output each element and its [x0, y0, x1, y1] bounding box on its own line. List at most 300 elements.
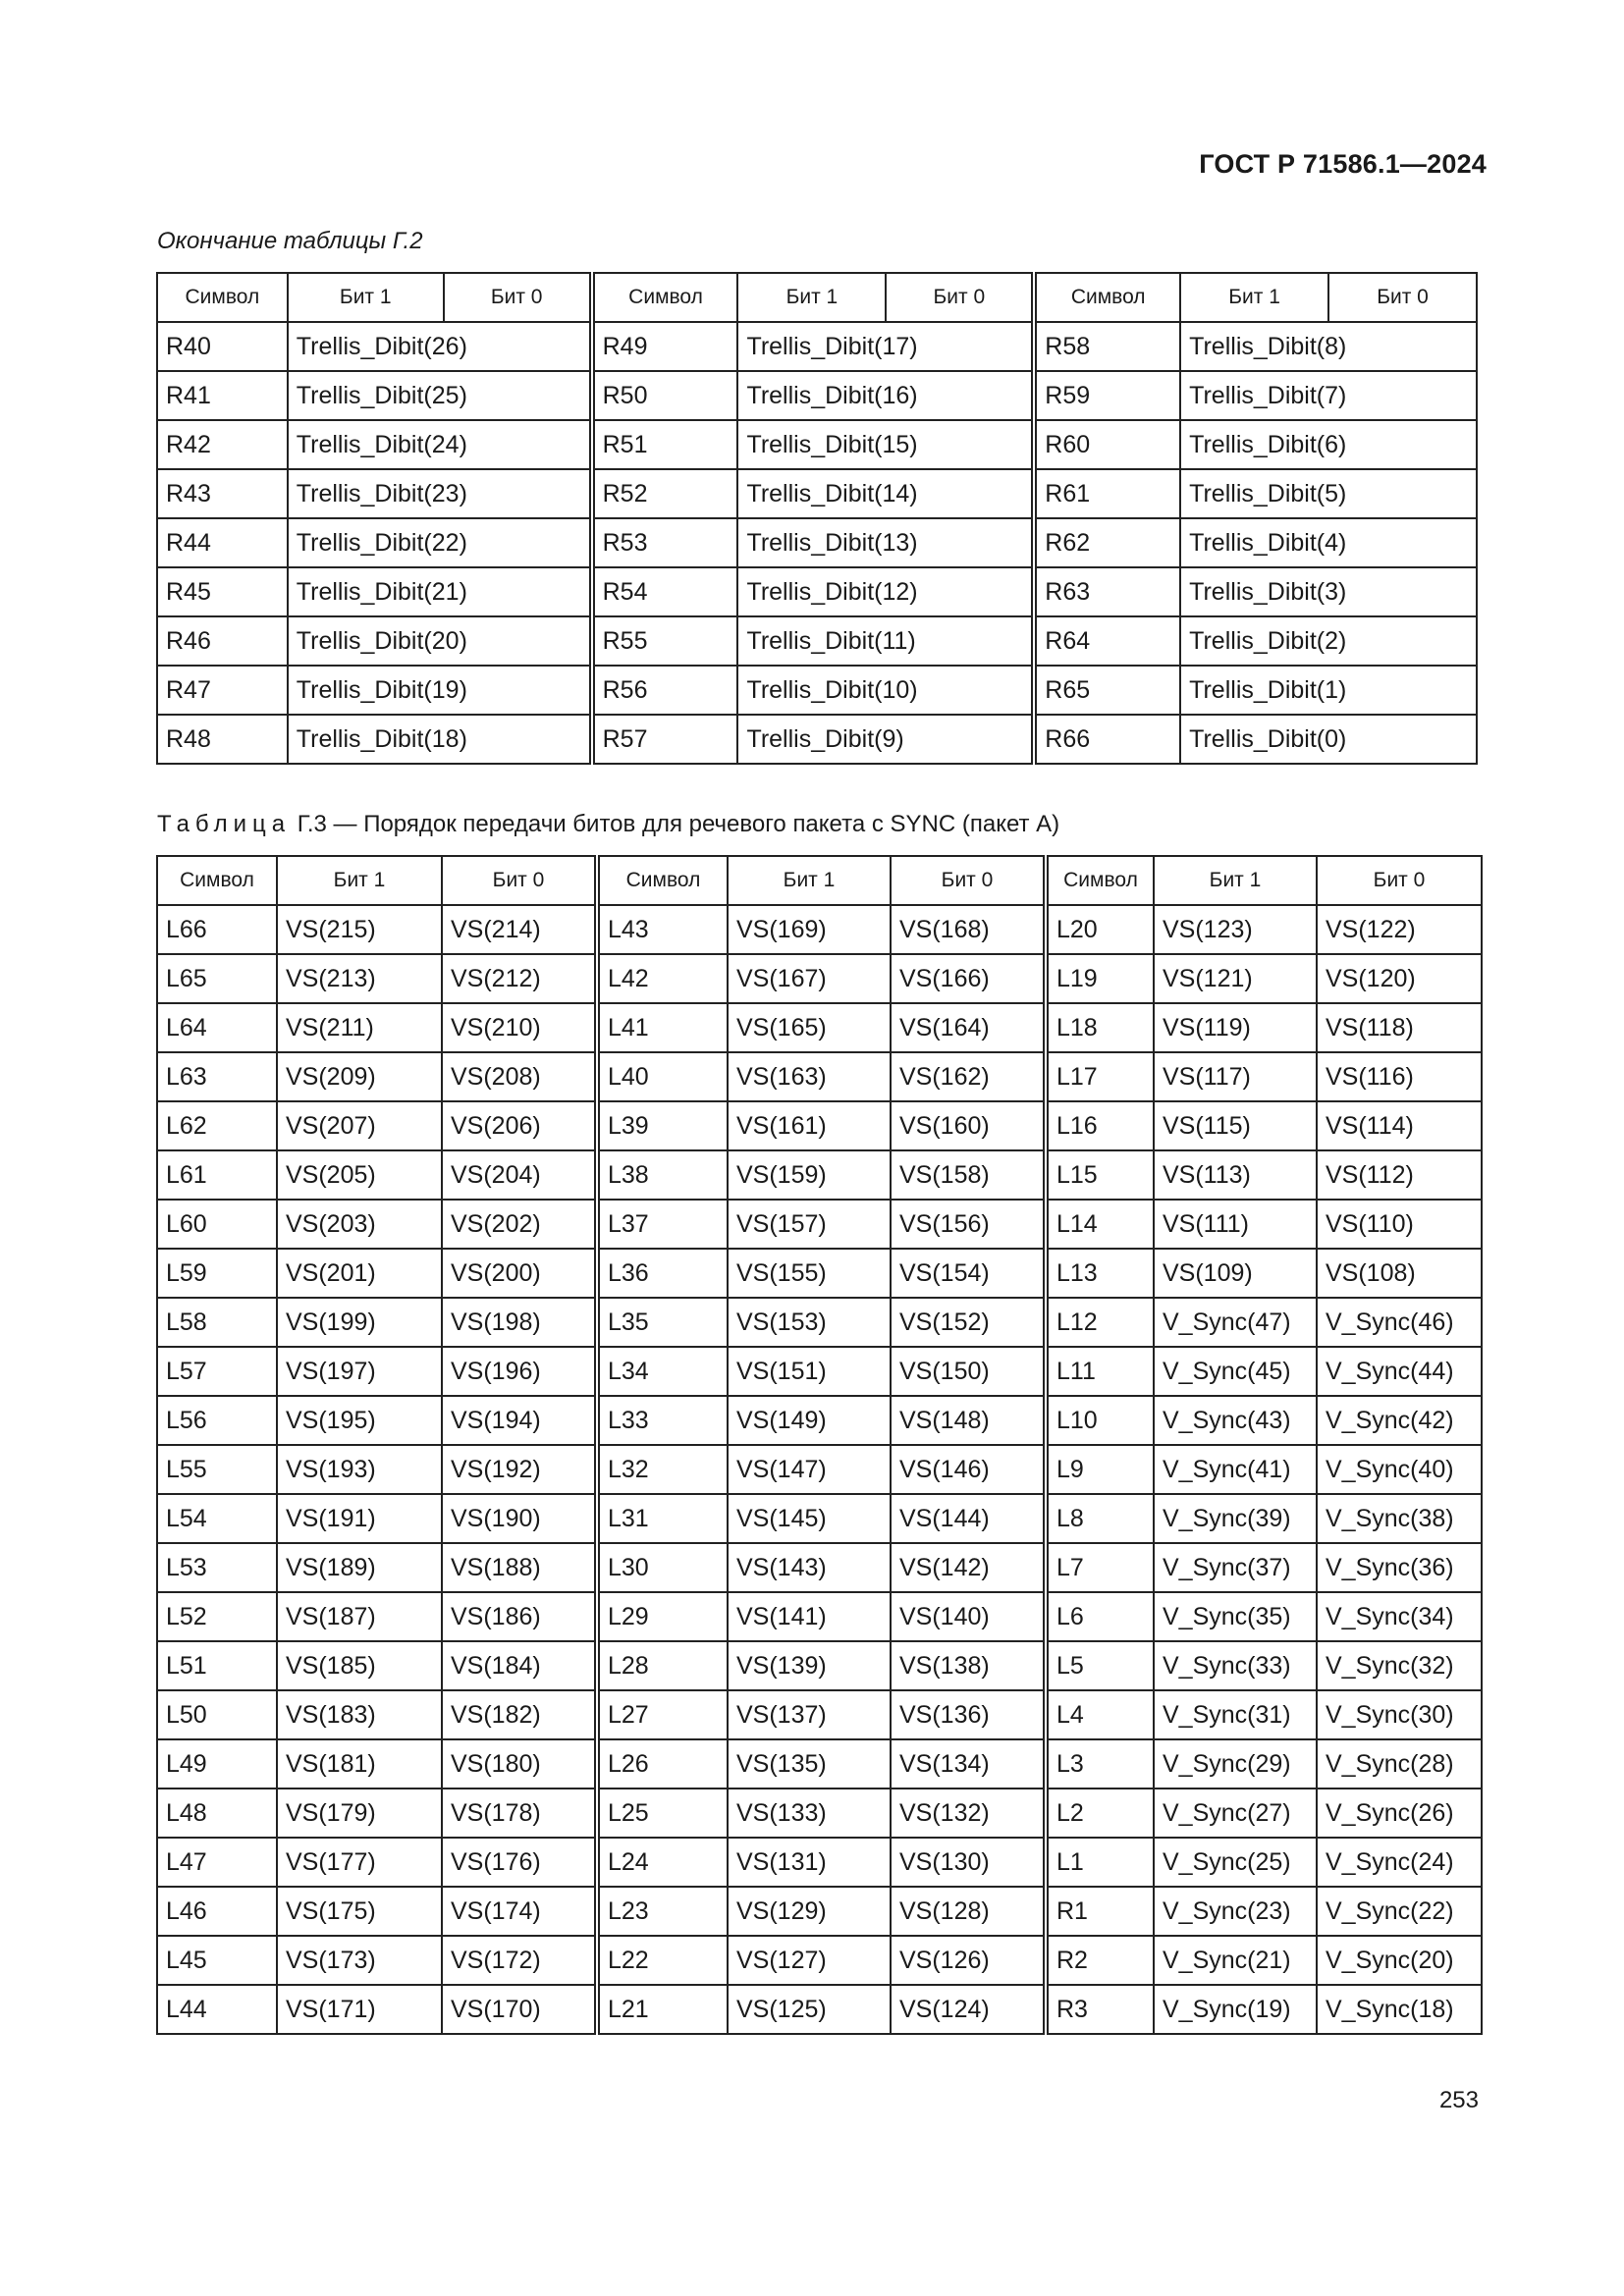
symbol-cell: L15	[1046, 1150, 1154, 1200]
bit0-cell: VS(114)	[1317, 1101, 1482, 1150]
bit0-cell: V_Sync(22)	[1317, 1887, 1482, 1936]
bit1-cell: V_Sync(29)	[1154, 1739, 1317, 1789]
trellis-dibit-cell: Trellis_Dibit(19)	[288, 666, 592, 715]
symbol-cell: L29	[597, 1592, 728, 1641]
bit0-cell: VS(126)	[891, 1936, 1046, 1985]
table-row	[157, 1396, 1482, 1445]
column-header: Бит 1	[277, 856, 442, 905]
symbol-cell: L38	[597, 1150, 728, 1200]
symbol-cell: R62	[1034, 518, 1180, 567]
table-row	[157, 1445, 1482, 1494]
column-header: Символ	[1046, 856, 1154, 905]
trellis-dibit-cell: Trellis_Dibit(24)	[288, 420, 592, 469]
table-row	[157, 1641, 1482, 1690]
symbol-cell: R56	[592, 666, 738, 715]
table-row	[157, 1838, 1482, 1887]
symbol-cell: L6	[1046, 1592, 1154, 1641]
bit1-cell: VS(191)	[277, 1494, 442, 1543]
bit1-cell: VS(125)	[728, 1985, 891, 2034]
bit0-cell: VS(200)	[442, 1249, 597, 1298]
bit1-cell: VS(211)	[277, 1003, 442, 1052]
bit0-cell: VS(214)	[442, 905, 597, 954]
bit1-cell: VS(137)	[728, 1690, 891, 1739]
symbol-cell: L58	[157, 1298, 277, 1347]
trellis-dibit-cell: Trellis_Dibit(11)	[737, 616, 1034, 666]
symbol-cell: R55	[592, 616, 738, 666]
bit1-cell: V_Sync(31)	[1154, 1690, 1317, 1739]
bit0-cell: V_Sync(26)	[1317, 1789, 1482, 1838]
bit1-cell: VS(123)	[1154, 905, 1317, 954]
symbol-cell: L36	[597, 1249, 728, 1298]
bit1-cell: VS(179)	[277, 1789, 442, 1838]
symbol-cell: L63	[157, 1052, 277, 1101]
symbol-cell: L65	[157, 954, 277, 1003]
bit0-cell: VS(206)	[442, 1101, 597, 1150]
bit1-cell: VS(147)	[728, 1445, 891, 1494]
bit0-cell: VS(154)	[891, 1249, 1046, 1298]
bit1-cell: VS(135)	[728, 1739, 891, 1789]
trellis-dibit-cell: Trellis_Dibit(7)	[1180, 371, 1477, 420]
column-header: Символ	[597, 856, 728, 905]
symbol-cell: R48	[157, 715, 288, 764]
bit0-cell: VS(128)	[891, 1887, 1046, 1936]
symbol-cell: R64	[1034, 616, 1180, 666]
table-row	[157, 420, 1477, 469]
bit1-cell: VS(145)	[728, 1494, 891, 1543]
table-g2	[156, 272, 1478, 765]
symbol-cell: L10	[1046, 1396, 1154, 1445]
bit0-cell: VS(130)	[891, 1838, 1046, 1887]
column-header: Бит 0	[891, 856, 1046, 905]
trellis-dibit-cell: Trellis_Dibit(2)	[1180, 616, 1477, 666]
bit0-cell: VS(212)	[442, 954, 597, 1003]
bit1-cell: VS(203)	[277, 1200, 442, 1249]
symbol-cell: L32	[597, 1445, 728, 1494]
symbol-cell: L3	[1046, 1739, 1154, 1789]
bit0-cell: VS(134)	[891, 1739, 1046, 1789]
bit1-cell: VS(163)	[728, 1052, 891, 1101]
bit0-cell: VS(210)	[442, 1003, 597, 1052]
bit1-cell: V_Sync(37)	[1154, 1543, 1317, 1592]
bit1-cell: VS(181)	[277, 1739, 442, 1789]
symbol-cell: L45	[157, 1936, 277, 1985]
bit1-cell: VS(159)	[728, 1150, 891, 1200]
bit1-cell: VS(185)	[277, 1641, 442, 1690]
bit0-cell: VS(110)	[1317, 1200, 1482, 1249]
symbol-cell: R3	[1046, 1985, 1154, 2034]
bit0-cell: VS(152)	[891, 1298, 1046, 1347]
bit1-cell: VS(213)	[277, 954, 442, 1003]
bit1-cell: VS(215)	[277, 905, 442, 954]
table-g3-header-row	[157, 856, 1482, 905]
symbol-cell: R41	[157, 371, 288, 420]
table-row	[157, 1200, 1482, 1249]
symbol-cell: R44	[157, 518, 288, 567]
bit1-cell: VS(111)	[1154, 1200, 1317, 1249]
bit0-cell: VS(116)	[1317, 1052, 1482, 1101]
symbol-cell: R63	[1034, 567, 1180, 616]
bit1-cell: VS(149)	[728, 1396, 891, 1445]
bit0-cell: VS(120)	[1317, 954, 1482, 1003]
bit1-cell: VS(155)	[728, 1249, 891, 1298]
bit1-cell: VS(199)	[277, 1298, 442, 1347]
bit0-cell: VS(172)	[442, 1936, 597, 1985]
bit1-cell: V_Sync(35)	[1154, 1592, 1317, 1641]
bit1-cell: VS(165)	[728, 1003, 891, 1052]
column-header: Символ	[157, 273, 288, 322]
bit1-cell: VS(201)	[277, 1249, 442, 1298]
column-header: Символ	[592, 273, 738, 322]
bit0-cell: V_Sync(38)	[1317, 1494, 1482, 1543]
bit1-cell: VS(141)	[728, 1592, 891, 1641]
bit1-cell: VS(187)	[277, 1592, 442, 1641]
symbol-cell: L53	[157, 1543, 277, 1592]
symbol-cell: L40	[597, 1052, 728, 1101]
symbol-cell: L37	[597, 1200, 728, 1249]
column-header: Символ	[157, 856, 277, 905]
table-g3	[156, 855, 1483, 2035]
bit1-cell: VS(207)	[277, 1101, 442, 1150]
symbol-cell: L49	[157, 1739, 277, 1789]
symbol-cell: R50	[592, 371, 738, 420]
symbol-cell: L57	[157, 1347, 277, 1396]
bit0-cell: VS(184)	[442, 1641, 597, 1690]
bit1-cell: V_Sync(47)	[1154, 1298, 1317, 1347]
symbol-cell: R65	[1034, 666, 1180, 715]
table-row	[157, 954, 1482, 1003]
symbol-cell: L55	[157, 1445, 277, 1494]
symbol-cell: L56	[157, 1396, 277, 1445]
bit1-cell: VS(189)	[277, 1543, 442, 1592]
column-header: Символ	[1034, 273, 1180, 322]
bit0-cell: VS(164)	[891, 1003, 1046, 1052]
symbol-cell: R42	[157, 420, 288, 469]
bit0-cell: VS(194)	[442, 1396, 597, 1445]
table-row	[157, 1347, 1482, 1396]
table-g3-caption-text: Г.3 — Порядок передачи битов для речевого пакета с SYNC (пакет А)	[297, 811, 1060, 837]
symbol-cell: R52	[592, 469, 738, 518]
symbol-cell: R49	[592, 322, 738, 371]
symbol-cell: L8	[1046, 1494, 1154, 1543]
table-row	[157, 905, 1482, 954]
table-row	[157, 567, 1477, 616]
bit1-cell: VS(157)	[728, 1200, 891, 1249]
symbol-cell: L23	[597, 1887, 728, 1936]
bit1-cell: V_Sync(27)	[1154, 1789, 1317, 1838]
bit1-cell: VS(143)	[728, 1543, 891, 1592]
bit1-cell: VS(109)	[1154, 1249, 1317, 1298]
table-row	[157, 1887, 1482, 1936]
bit1-cell: VS(117)	[1154, 1052, 1317, 1101]
symbol-cell: R53	[592, 518, 738, 567]
bit1-cell: V_Sync(41)	[1154, 1445, 1317, 1494]
bit0-cell: VS(146)	[891, 1445, 1046, 1494]
bit0-cell: V_Sync(42)	[1317, 1396, 1482, 1445]
column-header: Бит 0	[444, 273, 592, 322]
table-g3-caption-prefix: Таблица	[157, 811, 292, 837]
table-row	[157, 666, 1477, 715]
trellis-dibit-cell: Trellis_Dibit(22)	[288, 518, 592, 567]
bit0-cell: VS(150)	[891, 1347, 1046, 1396]
bit1-cell: VS(183)	[277, 1690, 442, 1739]
bit1-cell: V_Sync(39)	[1154, 1494, 1317, 1543]
bit1-cell: VS(131)	[728, 1838, 891, 1887]
symbol-cell: R40	[157, 322, 288, 371]
bit1-cell: VS(193)	[277, 1445, 442, 1494]
symbol-cell: R58	[1034, 322, 1180, 371]
bit0-cell: VS(148)	[891, 1396, 1046, 1445]
bit0-cell: VS(140)	[891, 1592, 1046, 1641]
bit0-cell: VS(198)	[442, 1298, 597, 1347]
bit0-cell: VS(204)	[442, 1150, 597, 1200]
symbol-cell: L2	[1046, 1789, 1154, 1838]
bit0-cell: VS(182)	[442, 1690, 597, 1739]
symbol-cell: R59	[1034, 371, 1180, 420]
table-row	[157, 1592, 1482, 1641]
symbol-cell: L21	[597, 1985, 728, 2034]
trellis-dibit-cell: Trellis_Dibit(23)	[288, 469, 592, 518]
bit1-cell: VS(169)	[728, 905, 891, 954]
column-header: Бит 1	[288, 273, 444, 322]
bit1-cell: VS(153)	[728, 1298, 891, 1347]
bit0-cell: V_Sync(20)	[1317, 1936, 1482, 1985]
symbol-cell: L31	[597, 1494, 728, 1543]
symbol-cell: R1	[1046, 1887, 1154, 1936]
bit1-cell: VS(121)	[1154, 954, 1317, 1003]
bit1-cell: VS(115)	[1154, 1101, 1317, 1150]
symbol-cell: L16	[1046, 1101, 1154, 1150]
bit0-cell: VS(112)	[1317, 1150, 1482, 1200]
bit0-cell: VS(156)	[891, 1200, 1046, 1249]
column-header: Бит 0	[886, 273, 1034, 322]
symbol-cell: L48	[157, 1789, 277, 1838]
table-row	[157, 322, 1477, 371]
symbol-cell: L9	[1046, 1445, 1154, 1494]
bit0-cell: VS(196)	[442, 1347, 597, 1396]
table-g2-caption: Окончание таблицы Г.2	[157, 228, 423, 254]
symbol-cell: L43	[597, 905, 728, 954]
symbol-cell: L33	[597, 1396, 728, 1445]
trellis-dibit-cell: Trellis_Dibit(16)	[737, 371, 1034, 420]
bit0-cell: V_Sync(44)	[1317, 1347, 1482, 1396]
symbol-cell: L30	[597, 1543, 728, 1592]
bit1-cell: VS(209)	[277, 1052, 442, 1101]
bit1-cell: VS(195)	[277, 1396, 442, 1445]
bit1-cell: VS(129)	[728, 1887, 891, 1936]
trellis-dibit-cell: Trellis_Dibit(17)	[737, 322, 1034, 371]
bit1-cell: VS(197)	[277, 1347, 442, 1396]
column-header: Бит 0	[1328, 273, 1477, 322]
symbol-cell: L42	[597, 954, 728, 1003]
symbol-cell: L52	[157, 1592, 277, 1641]
bit1-cell: V_Sync(25)	[1154, 1838, 1317, 1887]
bit1-cell: VS(127)	[728, 1936, 891, 1985]
document-code: ГОСТ Р 71586.1—2024	[1199, 149, 1487, 179]
bit1-cell: V_Sync(23)	[1154, 1887, 1317, 1936]
column-header: Бит 1	[1180, 273, 1328, 322]
table-row	[157, 1052, 1482, 1101]
bit0-cell: VS(186)	[442, 1592, 597, 1641]
trellis-dibit-cell: Trellis_Dibit(9)	[737, 715, 1034, 764]
bit1-cell: VS(151)	[728, 1347, 891, 1396]
bit0-cell: VS(132)	[891, 1789, 1046, 1838]
trellis-dibit-cell: Trellis_Dibit(6)	[1180, 420, 1477, 469]
column-header: Бит 1	[737, 273, 886, 322]
symbol-cell: L59	[157, 1249, 277, 1298]
table-row	[157, 715, 1477, 764]
bit0-cell: VS(122)	[1317, 905, 1482, 954]
symbol-cell: L14	[1046, 1200, 1154, 1249]
symbol-cell: L64	[157, 1003, 277, 1052]
table-row	[157, 1936, 1482, 1985]
table-row	[157, 616, 1477, 666]
symbol-cell: R47	[157, 666, 288, 715]
bit0-cell: VS(136)	[891, 1690, 1046, 1739]
bit0-cell: VS(170)	[442, 1985, 597, 2034]
trellis-dibit-cell: Trellis_Dibit(4)	[1180, 518, 1477, 567]
symbol-cell: L20	[1046, 905, 1154, 954]
bit1-cell: V_Sync(45)	[1154, 1347, 1317, 1396]
bit0-cell: VS(166)	[891, 954, 1046, 1003]
bit0-cell: VS(160)	[891, 1101, 1046, 1150]
symbol-cell: L62	[157, 1101, 277, 1150]
symbol-cell: R54	[592, 567, 738, 616]
symbol-cell: L12	[1046, 1298, 1154, 1347]
bit1-cell: V_Sync(19)	[1154, 1985, 1317, 2034]
symbol-cell: R60	[1034, 420, 1180, 469]
symbol-cell: L7	[1046, 1543, 1154, 1592]
table-row	[157, 469, 1477, 518]
symbol-cell: L13	[1046, 1249, 1154, 1298]
bit0-cell: VS(142)	[891, 1543, 1046, 1592]
bit0-cell: V_Sync(24)	[1317, 1838, 1482, 1887]
bit0-cell: VS(192)	[442, 1445, 597, 1494]
bit1-cell: VS(113)	[1154, 1150, 1317, 1200]
bit0-cell: VS(168)	[891, 905, 1046, 954]
table-g3-caption	[157, 811, 1059, 838]
symbol-cell: L17	[1046, 1052, 1154, 1101]
bit1-cell: V_Sync(21)	[1154, 1936, 1317, 1985]
bit0-cell: VS(158)	[891, 1150, 1046, 1200]
symbol-cell: L1	[1046, 1838, 1154, 1887]
trellis-dibit-cell: Trellis_Dibit(5)	[1180, 469, 1477, 518]
bit0-cell: VS(208)	[442, 1052, 597, 1101]
table-row	[157, 1101, 1482, 1150]
symbol-cell: L51	[157, 1641, 277, 1690]
bit0-cell: VS(176)	[442, 1838, 597, 1887]
table-row	[157, 1298, 1482, 1347]
bit0-cell: VS(144)	[891, 1494, 1046, 1543]
trellis-dibit-cell: Trellis_Dibit(15)	[737, 420, 1034, 469]
symbol-cell: L44	[157, 1985, 277, 2034]
symbol-cell: L4	[1046, 1690, 1154, 1739]
symbol-cell: L66	[157, 905, 277, 954]
symbol-cell: L50	[157, 1690, 277, 1739]
symbol-cell: L54	[157, 1494, 277, 1543]
trellis-dibit-cell: Trellis_Dibit(13)	[737, 518, 1034, 567]
bit0-cell: VS(180)	[442, 1739, 597, 1789]
bit1-cell: VS(161)	[728, 1101, 891, 1150]
symbol-cell: L35	[597, 1298, 728, 1347]
trellis-dibit-cell: Trellis_Dibit(12)	[737, 567, 1034, 616]
table-row	[157, 1150, 1482, 1200]
table-row	[157, 1003, 1482, 1052]
symbol-cell: L18	[1046, 1003, 1154, 1052]
bit0-cell: VS(162)	[891, 1052, 1046, 1101]
table-row	[157, 1985, 1482, 2034]
table-row	[157, 371, 1477, 420]
table-row	[157, 1543, 1482, 1592]
bit0-cell: VS(118)	[1317, 1003, 1482, 1052]
bit1-cell: VS(167)	[728, 954, 891, 1003]
bit0-cell: VS(202)	[442, 1200, 597, 1249]
bit1-cell: V_Sync(33)	[1154, 1641, 1317, 1690]
trellis-dibit-cell: Trellis_Dibit(14)	[737, 469, 1034, 518]
bit0-cell: VS(178)	[442, 1789, 597, 1838]
symbol-cell: L27	[597, 1690, 728, 1739]
symbol-cell: L19	[1046, 954, 1154, 1003]
symbol-cell: L39	[597, 1101, 728, 1150]
symbol-cell: R45	[157, 567, 288, 616]
bit0-cell: V_Sync(34)	[1317, 1592, 1482, 1641]
symbol-cell: L5	[1046, 1641, 1154, 1690]
bit0-cell: VS(108)	[1317, 1249, 1482, 1298]
trellis-dibit-cell: Trellis_Dibit(21)	[288, 567, 592, 616]
symbol-cell: L60	[157, 1200, 277, 1249]
trellis-dibit-cell: Trellis_Dibit(1)	[1180, 666, 1477, 715]
bit0-cell: VS(138)	[891, 1641, 1046, 1690]
bit0-cell: VS(190)	[442, 1494, 597, 1543]
symbol-cell: R66	[1034, 715, 1180, 764]
symbol-cell: R61	[1034, 469, 1180, 518]
symbol-cell: R46	[157, 616, 288, 666]
column-header: Бит 1	[728, 856, 891, 905]
page-number: 253	[1438, 2087, 1479, 2113]
bit0-cell: V_Sync(46)	[1317, 1298, 1482, 1347]
bit0-cell: VS(174)	[442, 1887, 597, 1936]
symbol-cell: L28	[597, 1641, 728, 1690]
symbol-cell: L61	[157, 1150, 277, 1200]
trellis-dibit-cell: Trellis_Dibit(25)	[288, 371, 592, 420]
column-header: Бит 0	[1317, 856, 1482, 905]
table-g2-header-row	[157, 273, 1477, 322]
bit0-cell: V_Sync(18)	[1317, 1985, 1482, 2034]
symbol-cell: L11	[1046, 1347, 1154, 1396]
bit1-cell: VS(205)	[277, 1150, 442, 1200]
trellis-dibit-cell: Trellis_Dibit(20)	[288, 616, 592, 666]
table-row	[157, 1789, 1482, 1838]
bit0-cell: V_Sync(32)	[1317, 1641, 1482, 1690]
bit0-cell: VS(124)	[891, 1985, 1046, 2034]
bit1-cell: VS(119)	[1154, 1003, 1317, 1052]
trellis-dibit-cell: Trellis_Dibit(3)	[1180, 567, 1477, 616]
bit0-cell: V_Sync(36)	[1317, 1543, 1482, 1592]
trellis-dibit-cell: Trellis_Dibit(10)	[737, 666, 1034, 715]
symbol-cell: L24	[597, 1838, 728, 1887]
symbol-cell: L26	[597, 1739, 728, 1789]
trellis-dibit-cell: Trellis_Dibit(8)	[1180, 322, 1477, 371]
symbol-cell: L25	[597, 1789, 728, 1838]
trellis-dibit-cell: Trellis_Dibit(0)	[1180, 715, 1477, 764]
column-header: Бит 0	[442, 856, 597, 905]
symbol-cell: L22	[597, 1936, 728, 1985]
symbol-cell: L46	[157, 1887, 277, 1936]
symbol-cell: R51	[592, 420, 738, 469]
bit1-cell: VS(139)	[728, 1641, 891, 1690]
bit0-cell: V_Sync(28)	[1317, 1739, 1482, 1789]
symbol-cell: R43	[157, 469, 288, 518]
table-row	[157, 1690, 1482, 1739]
